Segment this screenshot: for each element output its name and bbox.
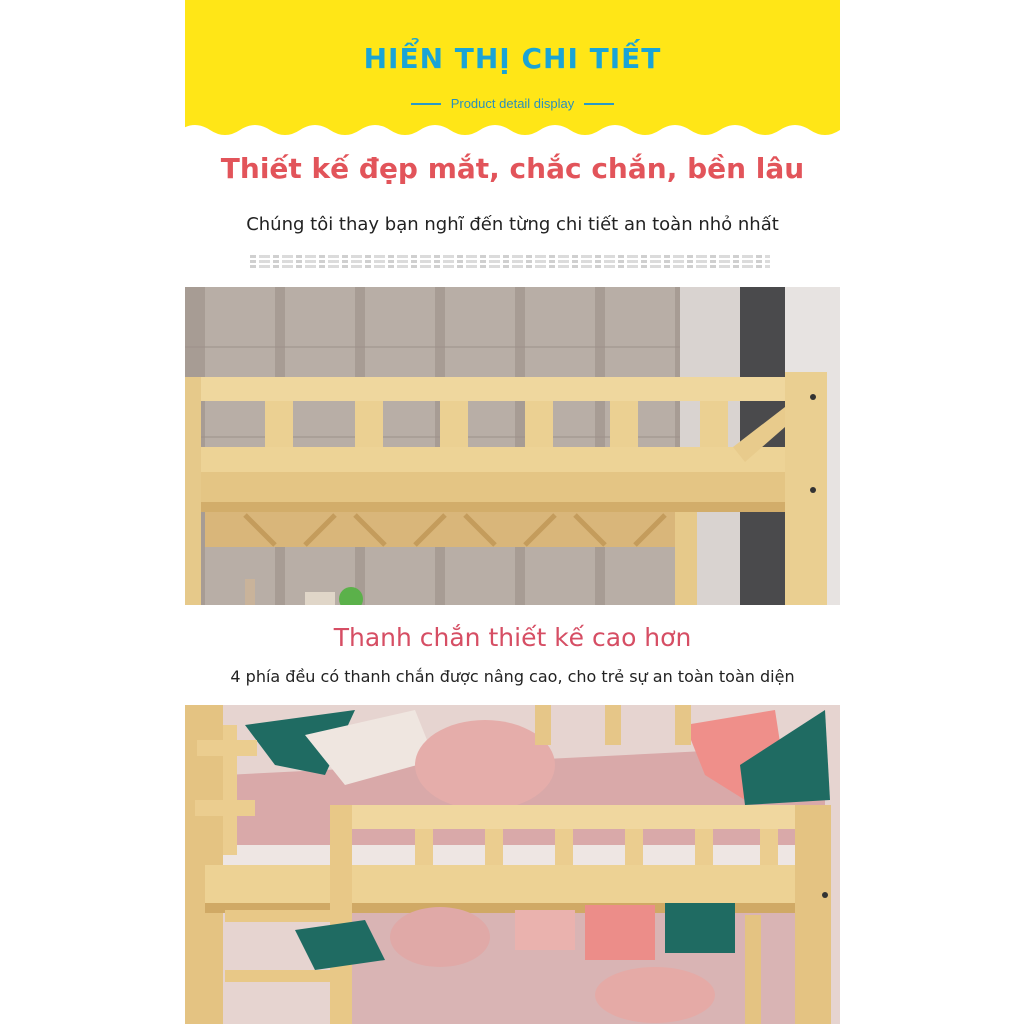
fine-print-decoration [250, 253, 770, 273]
section-heading-design: Thiết kế đẹp mắt, chắc chắn, bền lâu [220, 152, 805, 185]
divider [411, 103, 441, 105]
divider [584, 103, 614, 105]
header-banner [185, 0, 840, 148]
section-description-rails: 4 phía đều có thanh chắn được nâng cao, cho trẻ sự an toàn toàn diện [230, 667, 795, 686]
banner-subtitle: Product detail display [450, 96, 575, 111]
section-heading-rails: Thanh chắn thiết kế cao hơn [333, 623, 692, 652]
banner-subtitle-row [185, 96, 840, 111]
bunk-bed-photo [185, 705, 840, 1024]
section-description-design: Chúng tôi thay bạn nghĩ đến từng chi tiết an toàn nhỏ nhất [246, 214, 779, 235]
banner-title: HIỂN THỊ CHI TIẾT [363, 42, 662, 75]
loft-bed-rail-photo [185, 287, 840, 605]
